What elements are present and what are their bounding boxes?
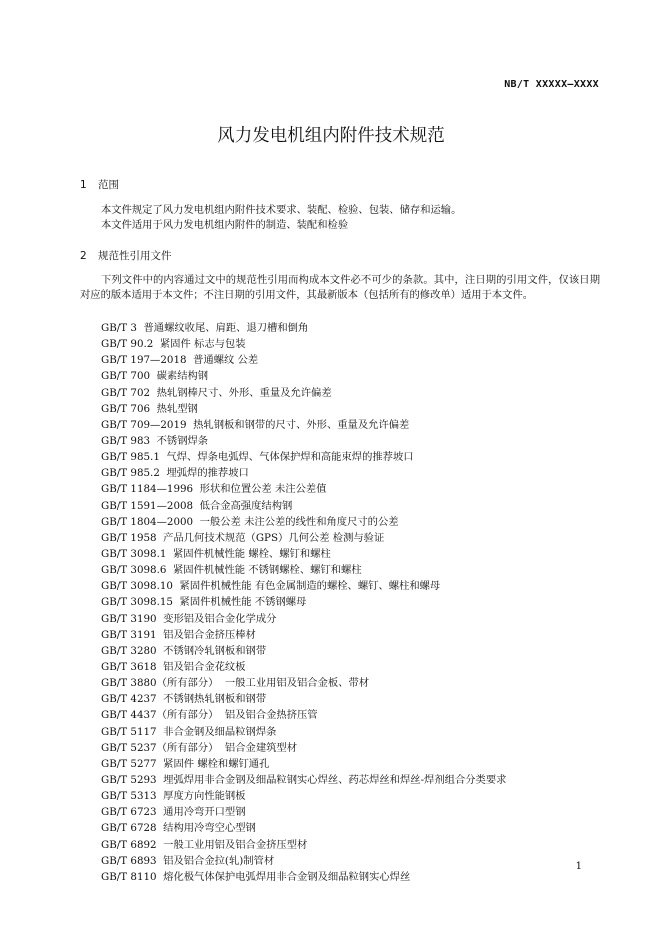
section-2-title: 规范性引用文件 <box>98 250 172 262</box>
reference-item: GB/T 6892 一般工业用铝及铝合金挤压型材 <box>101 838 308 851</box>
reference-item: GB/T 706 热轧型钢 <box>101 402 198 415</box>
reference-item: GB/T 6893 铝及铝合金拉(轧)制管材 <box>101 854 275 867</box>
reference-item: GB/T 5117 非合金钢及细晶粒钢焊条 <box>101 725 277 738</box>
section-1-heading <box>80 177 119 192</box>
section-1-title: 范围 <box>98 179 119 191</box>
reference-item: GB/T 3 普通螺纹收尾、肩距、退刀槽和倒角 <box>101 322 309 334</box>
reference-item: GB/T 700 碳素结构钢 <box>101 370 209 383</box>
reference-item: GB/T 3190 变形铝及铝合金化学成分 <box>101 612 277 625</box>
reference-item: GB/T 4237 不锈钢热轧钢板和钢带 <box>101 693 267 706</box>
reference-item: GB/T 1591—2008 低合金高强度结构钢 <box>101 499 293 512</box>
document-code: NB/T XXXXX—XXXX <box>504 79 599 90</box>
page-number: 1 <box>575 861 582 872</box>
scope-paragraph: 本文件适用于风力发电机组内附件的制造、装配和检验 <box>101 219 349 231</box>
reference-item: GB/T 8110 熔化极气体保护电弧焊用非合金钢及细晶粒钢实心焊丝 <box>101 870 411 883</box>
reference-item: GB/T 6723 通用冷弯开口型钢 <box>101 806 246 819</box>
reference-item: GB/T 3191 铝及铝合金挤压棒材 <box>101 628 256 641</box>
reference-item: GB/T 5313 厚度方向性能钢板 <box>101 790 246 803</box>
reference-item: GB/T 5277 紧固件 螺栓和螺钉通孔 <box>101 757 270 770</box>
reference-item: GB/T 1184—1996 形状和位置公差 未注公差值 <box>101 483 327 496</box>
section-1-number: 1 <box>80 179 87 191</box>
reference-item: GB/T 985.1 气焊、焊条电弧焊、气体保护焊和高能束焊的推荐坡口 <box>101 451 414 464</box>
reference-item: GB/T 3280 不锈钢冷轧钢板和钢带 <box>101 644 267 657</box>
section-2-intro <box>80 273 600 303</box>
reference-item: GB/T 1958 产品几何技术规范（GPS）几何公差 检测与验证 <box>101 531 385 544</box>
normative-references-list <box>101 320 506 885</box>
document-title: 风力发电机组内附件技术规范 <box>217 126 445 146</box>
section-2-number: 2 <box>80 250 87 262</box>
reference-item: GB/T 3618 铝及铝合金花纹板 <box>101 660 246 673</box>
reference-item: GB/T 985.2 埋弧焊的推荐坡口 <box>101 467 249 480</box>
reference-item: GB/T 3098.6 紧固件机械性能 不锈钢螺栓、螺钉和螺柱 <box>101 564 362 577</box>
reference-item: GB/T 3098.15 紧固件机械性能 不锈钢螺母 <box>101 596 307 609</box>
scope-paragraph: 本文件规定了风力发电机组内附件技术要求、装配、检验、包装、储存和运输。 <box>101 204 462 216</box>
reference-item: GB/T 197—2018 普通螺纹 公差 <box>101 354 259 367</box>
reference-item: GB/T 983 不锈钢焊条 <box>101 434 209 447</box>
reference-item: GB/T 4437（所有部分） 铝及铝合金热挤压管 <box>101 709 318 722</box>
reference-item: GB/T 709—2019 热轧钢板和钢带的尺寸、外形、重量及允许偏差 <box>101 418 410 431</box>
reference-item: GB/T 90.2 紧固件 标志与包装 <box>101 338 246 351</box>
reference-item: GB/T 3098.1 紧固件机械性能 螺栓、螺钉和螺柱 <box>101 547 331 560</box>
references-intro-paragraph: 下列文件中的内容通过文中的规范性引用而构成本文件必不可少的条款。其中，注日期的引用文件，仅该日期对应的版本适用于本文件；不注日期的引用文件，其最新版本（包括所有的修改单）适用于本文件。 <box>80 274 600 301</box>
section-1-body <box>80 203 600 233</box>
section-2-heading <box>80 248 172 263</box>
reference-item: GB/T 5237（所有部分） 铝合金建筑型材 <box>101 741 298 754</box>
reference-item: GB/T 702 热轧钢棒尺寸、外形、重量及允许偏差 <box>101 386 332 399</box>
reference-item: GB/T 3880（所有部分） 一般工业用铝及铝合金板、带材 <box>101 677 370 690</box>
reference-item: GB/T 6728 结构用冷弯空心型钢 <box>101 822 256 835</box>
reference-item: GB/T 3098.10 紧固件机械性能 有色金属制造的螺栓、螺钉、螺柱和螺母 <box>101 580 441 593</box>
reference-item: GB/T 5293 埋弧焊用非合金钢及细晶粒钢实心焊丝、药芯焊丝和焊丝-焊剂组合分类要求 <box>101 773 507 786</box>
reference-item: GB/T 1804—2000 一般公差 未注公差的线性和角度尺寸的公差 <box>101 515 399 528</box>
